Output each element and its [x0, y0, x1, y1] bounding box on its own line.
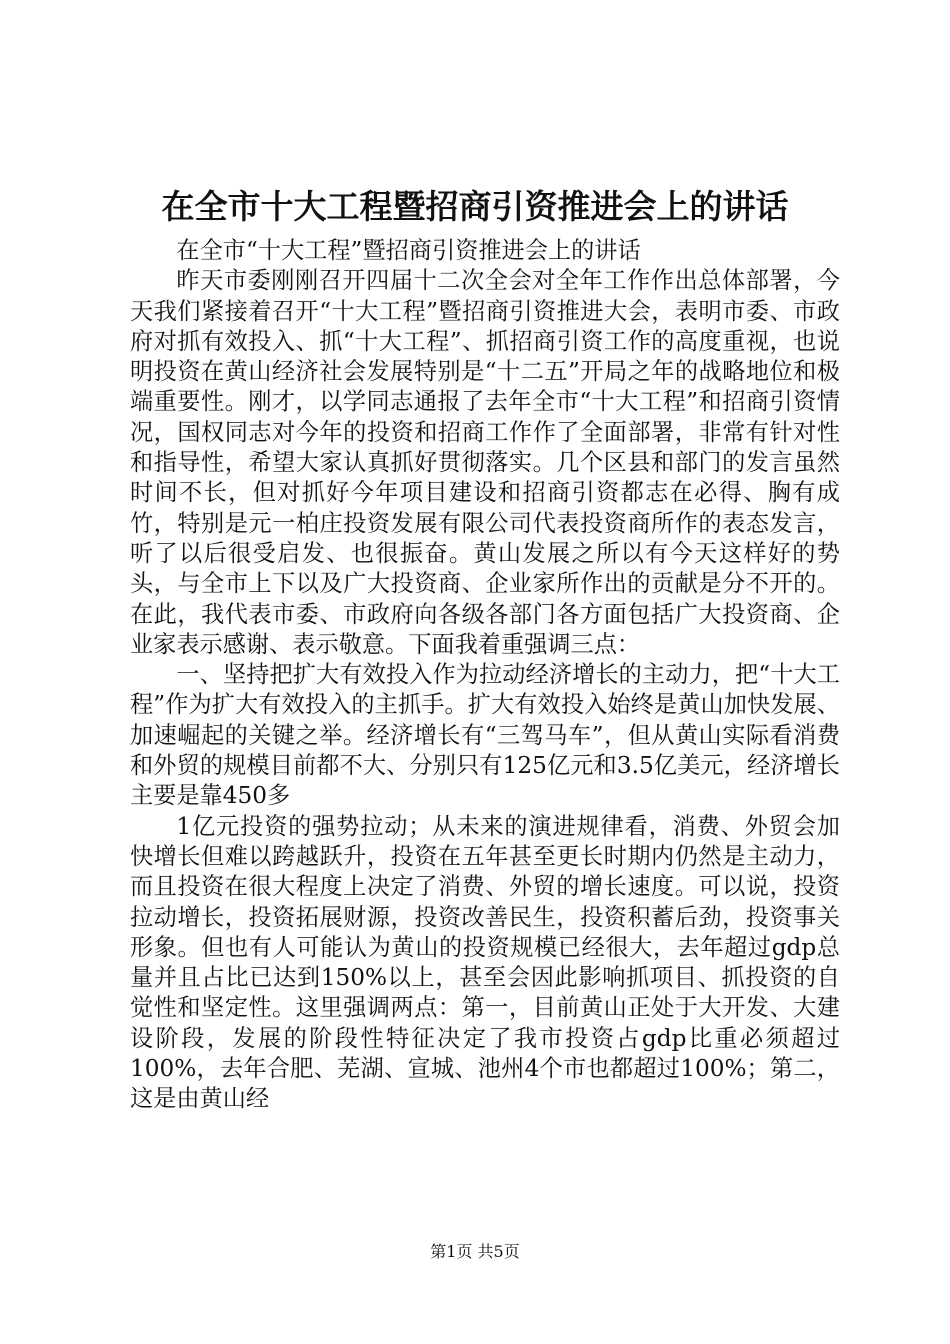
- paragraph-point-one: 一、坚持把扩大有效投入作为拉动经济增长的主动力，把“十大工程”作为扩大有效投入的主抓手。扩大有效投入始终是黄山加快发展、加速崛起的关键之举。经济增长有“三驾马车”，但从黄山实际看消费和外贸的规模目前都不大、分别只有125亿元和3.5亿美元，经济增长主要是靠450多: [130, 661, 840, 810]
- page-number-footer: 第1页 共5页: [430, 1242, 520, 1261]
- paragraph-continuation: 1亿元投资的强势拉动；从未来的演进规律看，消费、外贸会加快增长但难以跨越跃升，投资在五年甚至更长时期内仍然是主动力，而且投资在很大程度上决定了消费、外贸的增长速度。可以说，投资拉动增长，投资拓展财源，投资改善民生，投资积蓄后劲，投资事关形象。但也有人可能认为黄山的投资规模已经很大，去年超过gdp总量并且占比已达到150%以上，甚至会因此影响抓项目、抓投资的自觉性和坚定性。这里强调两点：第一，目前黄山正处于大开发、大建设阶段，发展的阶段性特征决定了我市投资占gdp比重必须超过100%，去年合肥、芜湖、宣城、池州4个市也都超过100%；第二，这是由黄山经: [130, 812, 840, 1113]
- document-body: [130, 236, 840, 1115]
- paragraph-intro: 昨天市委刚刚召开四届十二次全会对全年工作作出总体部署，今天我们紧接着召开“十大工程”暨招商引资推进大会，表明市委、市政府对抓有效投入、抓“十大工程”、抓招商引资工作的高度重视，也说明投资在黄山经济社会发展特别是“十二五”开局之年的战略地位和极端重要性。刚才，以学同志通报了去年全市“十大工程”和招商引资情况，国权同志对今年的投资和招商工作作了全面部署，非常有针对性和指导性，希望大家认真抓好贯彻落实。几个区县和部门的发言虽然时间不长，但对抓好今年项目建设和招商引资都志在必得、胸有成竹，特别是元一柏庄投资发展有限公司代表投资商所作的表态发言，听了以后很受启发、也很振奋。黄山发展之所以有今天这样好的势头，与全市上下以及广大投资商、企业家所作出的贡献是分不开的。在此，我代表市委、市政府向各级各部门各方面包括广大投资商、企业家表示感谢、表示敬意。下面我着重强调三点：: [130, 267, 840, 658]
- paragraph-subtitle: 在全市“十大工程”暨招商引资推进会上的讲话: [176, 237, 641, 264]
- document-title: 在全市十大工程暨招商引资推进会上的讲话: [161, 187, 789, 226]
